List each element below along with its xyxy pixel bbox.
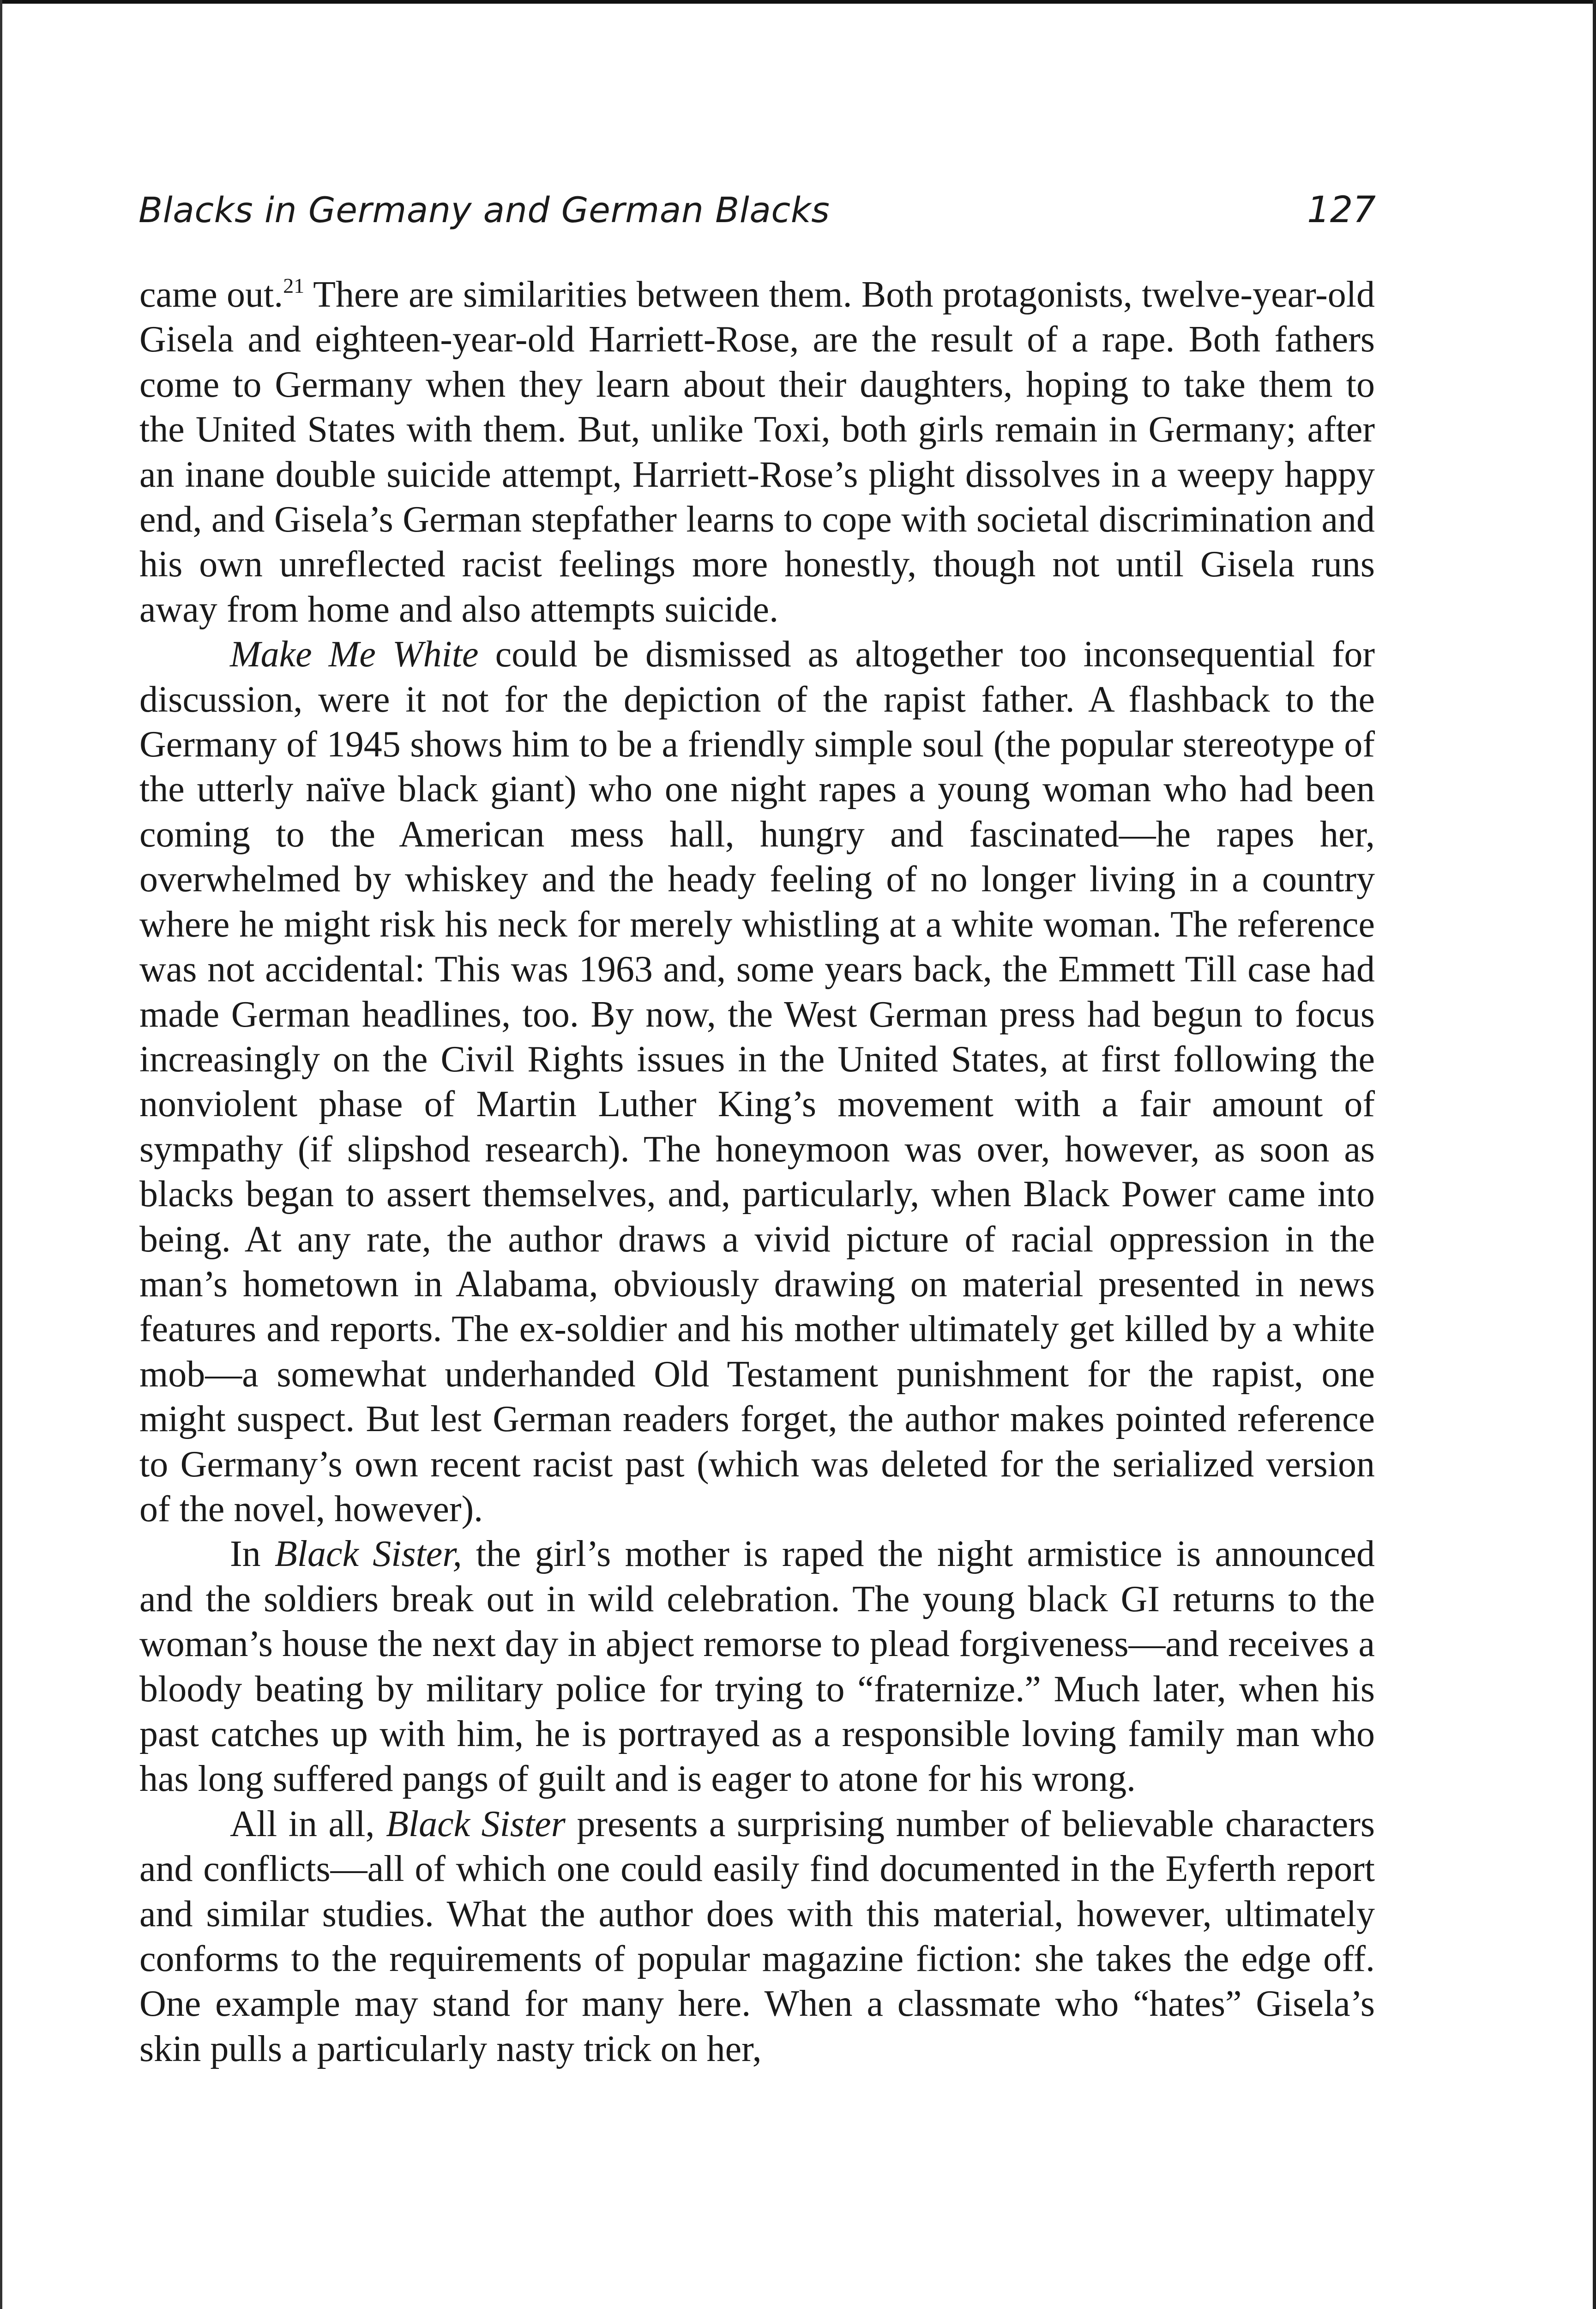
italic-title: Black Sister, (274, 1534, 462, 1575)
running-title: Blacks in Germany and German Blacks (139, 189, 830, 230)
text-run: could be dismissed as altogether too inconsequential for discussion, were it not for the depiction of the rapist father. A flashback to the Germany of 1945 shows him to be a friendly simple soul (the popular stereotype of the utterly naïve black giant) who one night rapes a young woman who had been coming to the American mess hall, hungry and fascinated—he rapes her, overwhelmed by whiskey and the heady feeling of no longer living in a country where he might risk his neck for merely whistling at a white woman. The reference was not accidental: This was 1963 and, some years back, the Emmett Till case had made German headlines, too. By now, the West German press had begun to focus increasingly on the Civil Rights issues in the United States, at first following the nonviolent phase of Martin Luther King’s movement with a fair amount of sympathy (if slipshod research). The honeymoon was over, however, as soon as blacks began to assert themselves, and, particularly, when Black Power came into being. At any rate, the author draws a vivid picture of racial oppression in the man’s hometown in Alabama, obviously drawing on material presented in news features and reports. The ex-soldier and his mother ultimately get killed by a white mob—a somewhat underhanded Old Testament punishment for the rapist, one might suspect. But lest German readers forget, the author makes pointed reference to Germany’s own recent racist past (which was deleted for the serialized version of the novel, however). (139, 634, 1375, 1529)
scan-border-left (0, 0, 2, 2309)
scan-border-top (0, 0, 1596, 4)
text-run: came out. (139, 274, 283, 315)
text-run: All in all, (230, 1803, 386, 1844)
body-text (139, 272, 1375, 2072)
text-run: presents a surprising number of believable characters and conflicts—all of which one could easily find documented in the Eyferth report and similar studies. What the author does with this material, however, ultimately conforms to the requirements of popular magazine fiction: she takes the edge off. One example may stand for many here. When a classmate who “hates” Gisela’s skin pulls a particularly nasty trick on her, (139, 1803, 1375, 2069)
paragraph (139, 1532, 1375, 1801)
text-run: In (230, 1534, 275, 1575)
footnote-marker: 21 (283, 274, 305, 297)
italic-title: Make Me White (230, 634, 479, 675)
page-number: 127 (1307, 189, 1376, 231)
text-run: the girl’s mother is raped the night armistice is announced and the soldiers break out in wild celebration. The young black GI returns to the woman’s house the next day in abject remorse to plead forgiveness—and receives a bloody beating by military police for trying to “fraternize.” Much later, when his past catches up with him, he is portrayed as a responsible loving family man who has long suffered pangs of guilt and is eager to atone for his wrong. (139, 1534, 1375, 1800)
paragraph (139, 632, 1375, 1532)
running-head (139, 187, 1376, 242)
italic-title: Black Sister (385, 1803, 566, 1844)
paragraph (139, 272, 1375, 632)
paragraph (139, 1802, 1375, 2072)
text-run: There are similarities between them. Both protagonists, twelve-year-old Gisela and eighteen-year-old Harriett-Rose, are the result of a rape. Both fathers come to Germany when they learn about their daughters, hoping to take them to the United States with them. But, unlike Toxi, both girls remain in Germany; after an inane double suicide attempt, Harriett-Rose’s plight dissolves in a weepy happy end, and Gisela’s German stepfather learns to cope with societal discrimination and his own unreflected racist feelings more honestly, though not until Gisela runs away from home and also attempts suicide. (139, 274, 1375, 630)
scan-border-right (1593, 0, 1596, 2309)
